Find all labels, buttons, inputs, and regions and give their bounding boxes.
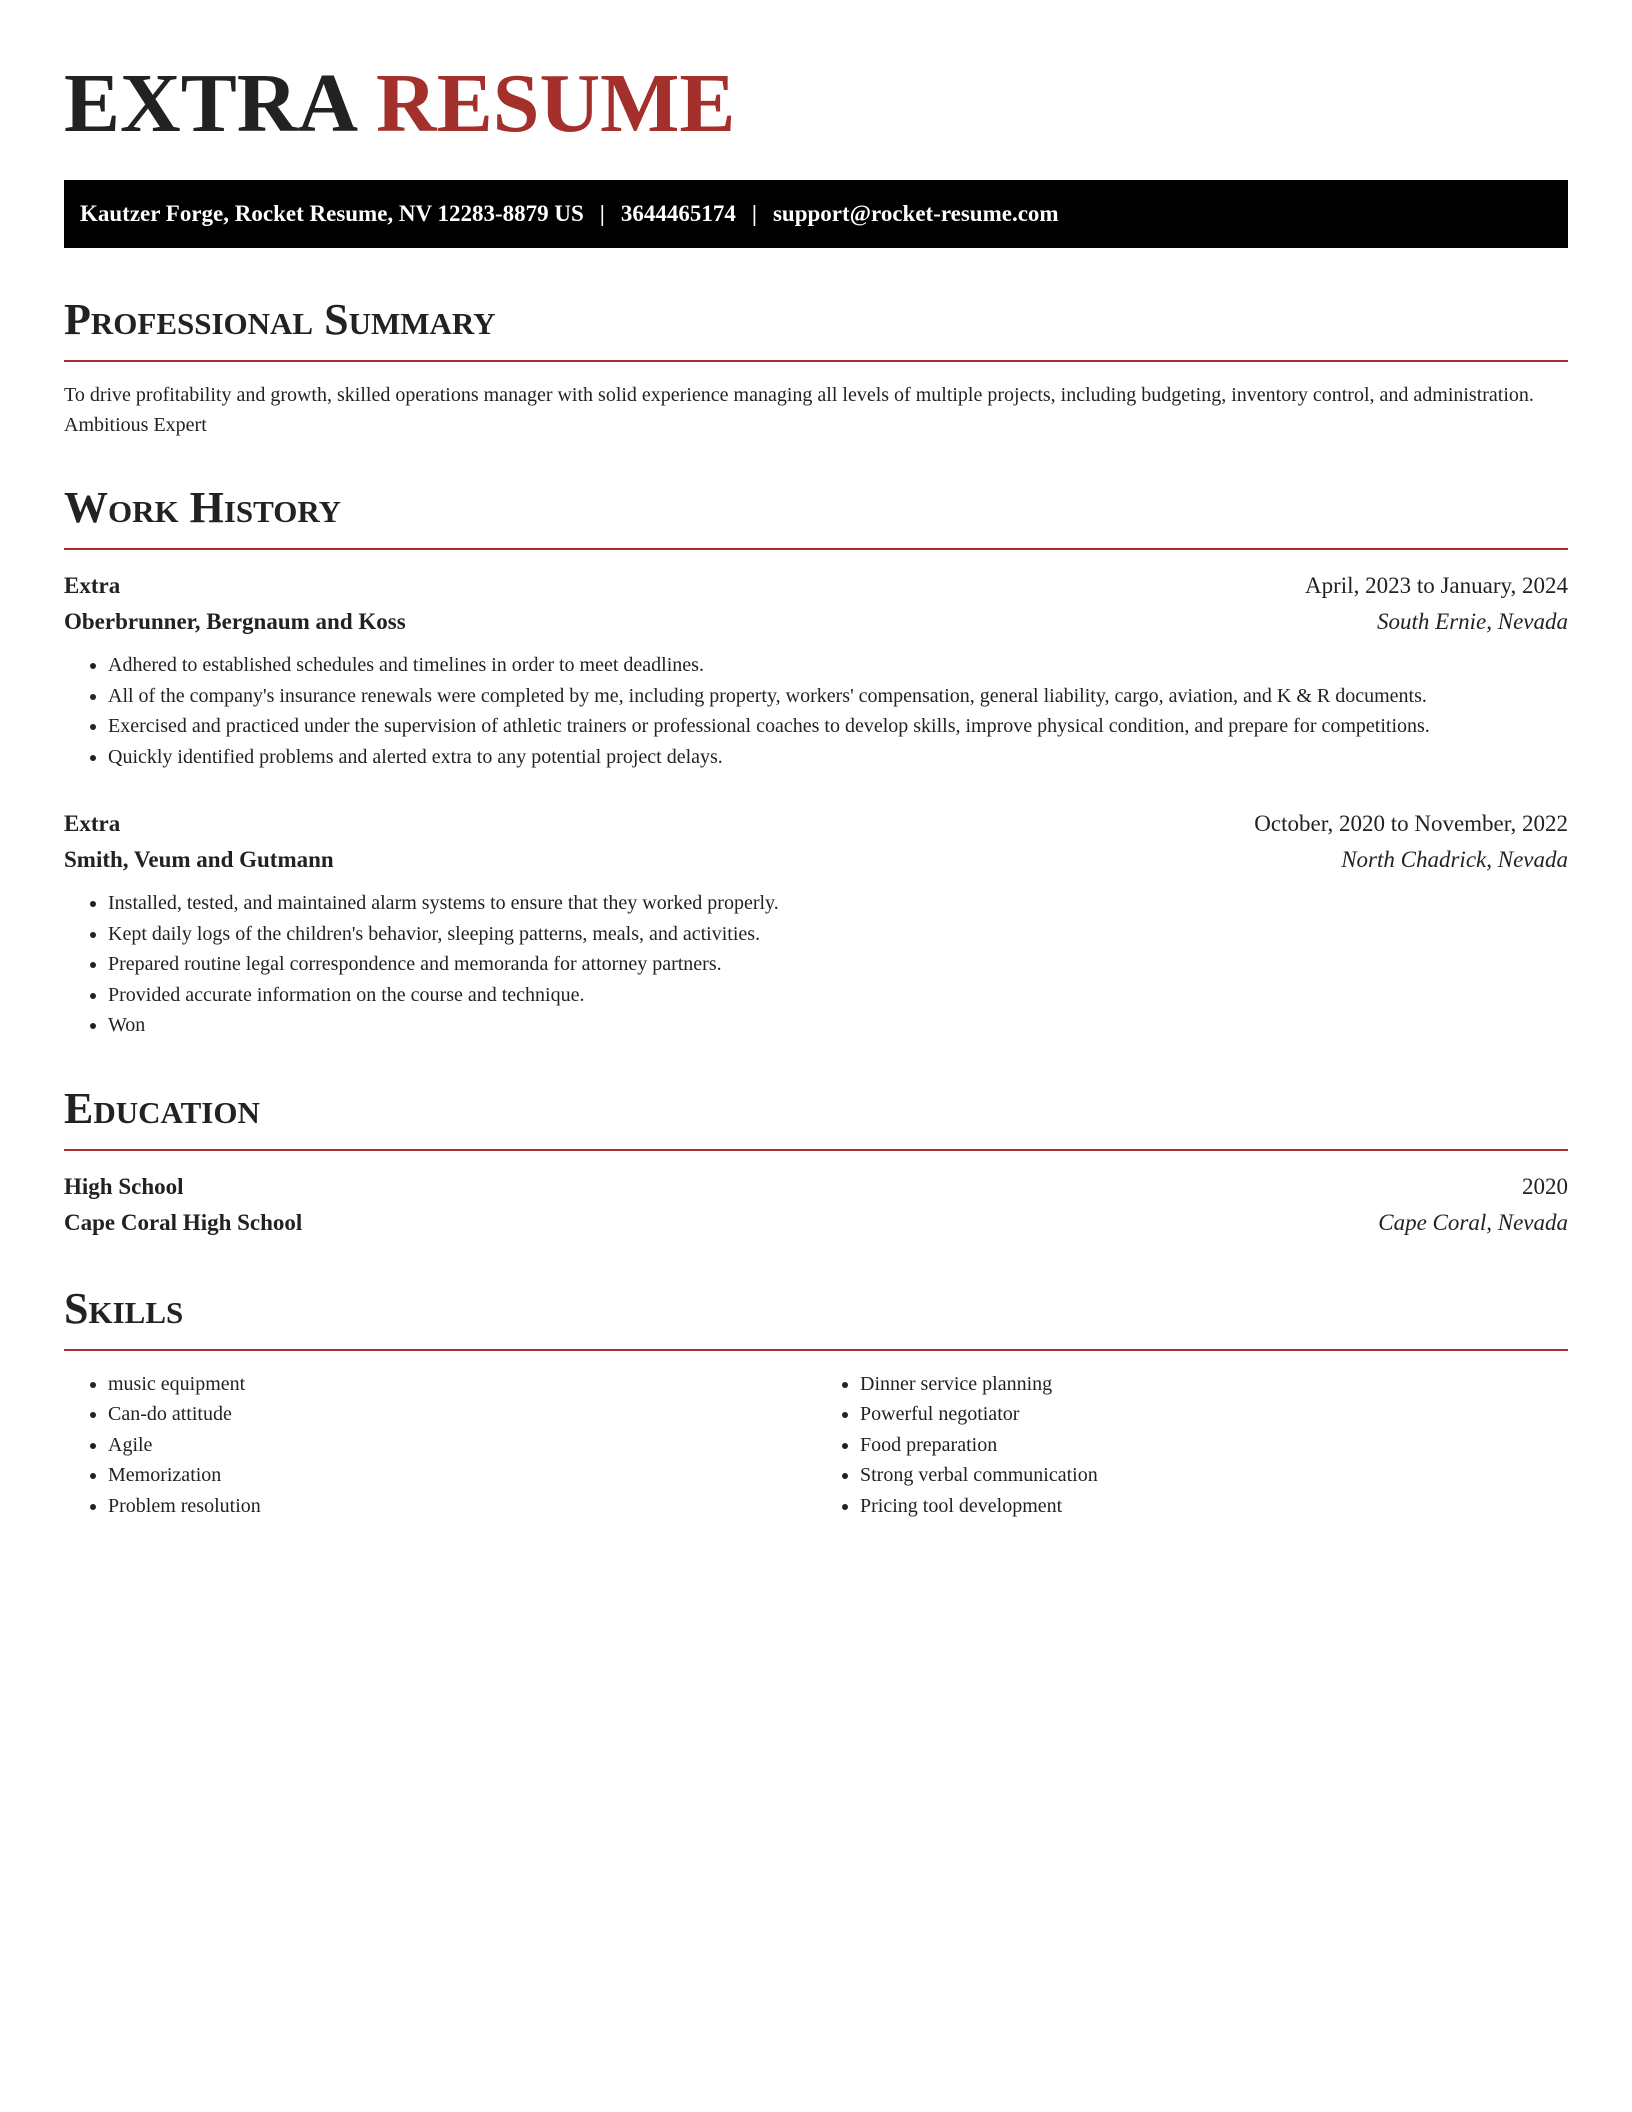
job-bullet: • All of the company's insurance renewals were completed by me, including property, workers' compensation, general liability, cargo, aviation, and K & R documents. <box>108 681 1568 712</box>
skill-item: • Problem resolution <box>108 1491 816 1522</box>
job-bullet: • Adhered to established schedules and timelines in order to meet deadlines. <box>108 650 1568 681</box>
skills-column-right <box>816 1369 1568 1522</box>
job-bullets <box>64 650 1568 772</box>
name-last: RESUME <box>376 57 736 150</box>
skills-heading: Skills <box>64 1283 184 1333</box>
skills-section <box>64 1283 1568 1522</box>
job-bullet: • Won <box>108 1010 1568 1041</box>
job-bullet: • Exercised and practiced under the supervision of athletic trainers or professional coaches to develop skills, improve physical condition, and prepare for competitions. <box>108 711 1568 742</box>
job-company: Smith, Veum and Gutmann <box>64 847 334 872</box>
skill-item: • Pricing tool development <box>860 1491 1568 1522</box>
work-history-section <box>64 482 1568 1041</box>
job-bullet: • Quickly identified problems and alerted extra to any potential project delays. <box>108 742 1568 773</box>
job-bullets <box>64 888 1568 1041</box>
job-bullet: • Installed, tested, and maintained alarm systems to ensure that they worked properly. <box>108 888 1568 919</box>
skill-item: • Agile <box>108 1430 816 1461</box>
education-location: Cape Coral, Nevada <box>1378 1209 1568 1235</box>
job-company: Oberbrunner, Bergnaum and Koss <box>64 609 406 634</box>
education-heading: Education <box>64 1083 260 1133</box>
job-dates: October, 2020 to November, 2022 <box>1254 811 1568 836</box>
section-divider <box>64 360 1568 362</box>
skill-item: • Dinner service planning <box>860 1369 1568 1400</box>
summary-section <box>64 294 1568 440</box>
skill-item: • Can-do attitude <box>108 1399 816 1430</box>
job-title: Extra <box>64 811 121 836</box>
education-section <box>64 1083 1568 1241</box>
contact-bar <box>64 180 1568 248</box>
contact-address: Kautzer Forge, Rocket Resume, NV 12283-8879 US <box>80 201 584 226</box>
name-first: EXTRA <box>64 57 359 150</box>
job-bullet: • Provided accurate information on the course and technique. <box>108 980 1568 1011</box>
skills-grid <box>64 1369 1568 1522</box>
job-bullet: • Kept daily logs of the children's behavior, sleeping patterns, meals, and activities. <box>108 919 1568 950</box>
skill-item: • music equipment <box>108 1369 816 1400</box>
skill-item: • Strong verbal communication <box>860 1460 1568 1491</box>
skills-column-left <box>64 1369 816 1522</box>
contact-email: support@rocket-resume.com <box>772 201 1059 226</box>
section-divider <box>64 548 1568 550</box>
work-history-heading: Work History <box>64 483 342 532</box>
skills-list <box>64 1369 816 1522</box>
job-entry <box>64 806 1568 1041</box>
resume-name <box>64 56 1568 152</box>
education-school: Cape Coral High School <box>64 1209 303 1235</box>
job-dates: April, 2023 to January, 2024 <box>1305 573 1568 598</box>
job-bullet: • Prepared routine legal correspondence and memoranda for attorney partners. <box>108 949 1568 980</box>
skill-item: • Food preparation <box>860 1430 1568 1461</box>
contact-phone: 3644465174 <box>620 201 736 226</box>
section-divider <box>64 1349 1568 1351</box>
summary-text: To drive profitability and growth, skilled operations manager with solid experience managing all levels of multiple projects, including budgeting, inventory control, and administration. Ambitious Expert <box>64 384 1534 436</box>
skill-item: • Memorization <box>108 1460 816 1491</box>
job-location: South Ernie, Nevada <box>1377 609 1568 634</box>
contact-separator: | <box>599 201 605 226</box>
skill-item: • Powerful negotiator <box>860 1399 1568 1430</box>
job-location: North Chadrick, Nevada <box>1341 847 1568 872</box>
contact-separator: | <box>751 201 757 226</box>
section-divider <box>64 1149 1568 1151</box>
job-title: Extra <box>64 573 121 598</box>
job-entry <box>64 568 1568 772</box>
skills-list <box>816 1369 1568 1522</box>
summary-heading: Professional Summary <box>64 295 496 344</box>
education-degree: High School <box>64 1173 184 1199</box>
education-year: 2020 <box>1522 1173 1568 1199</box>
